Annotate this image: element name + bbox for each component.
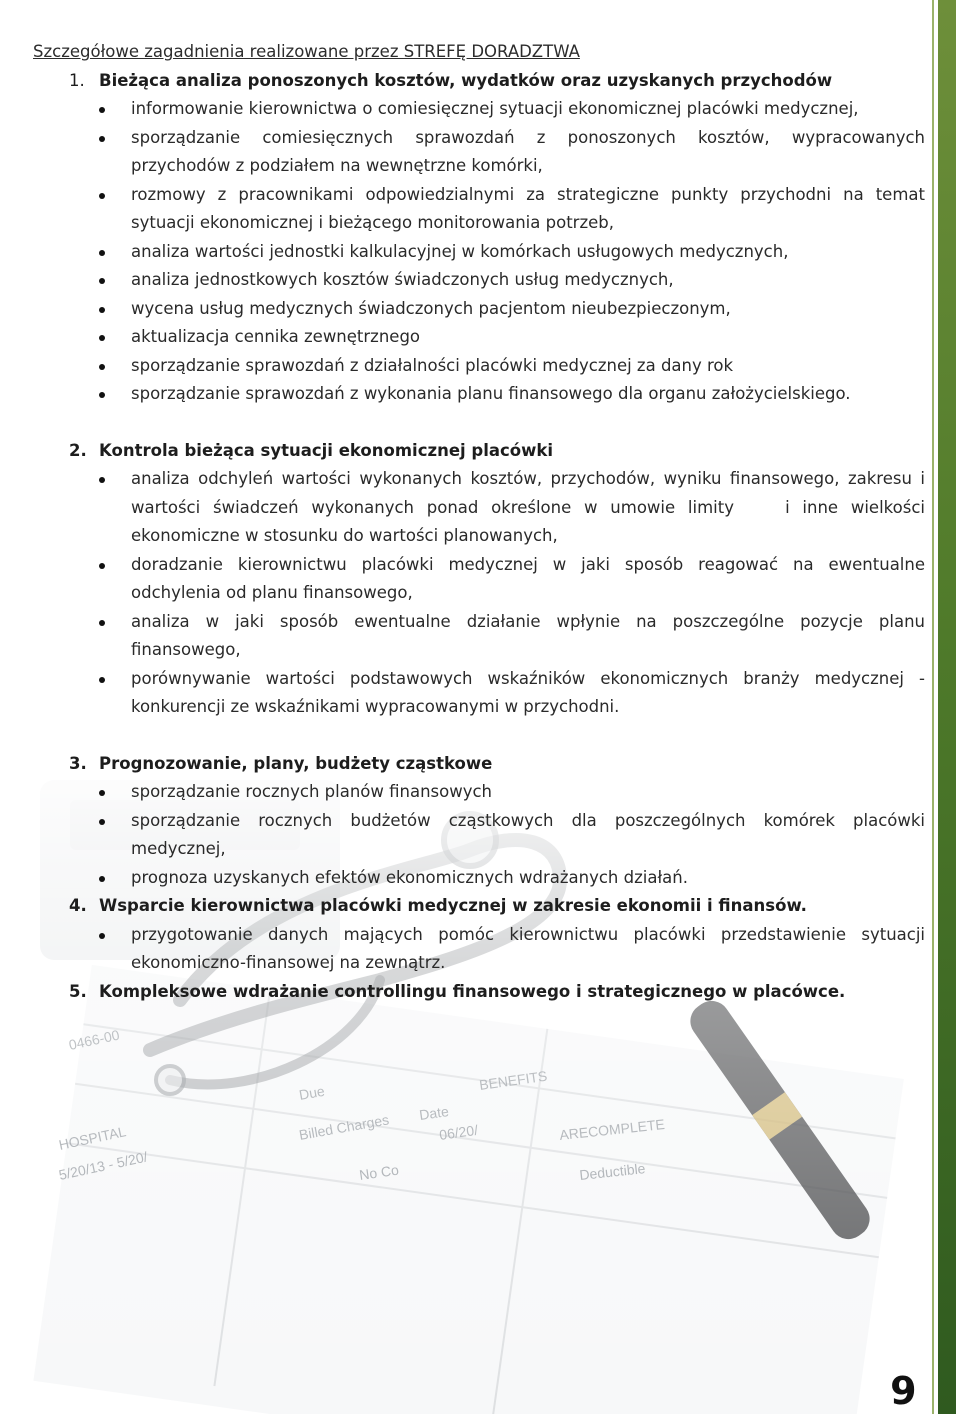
list-item: sporządzanie comiesięcznych sprawozdań z ponoszonych kosztów, wypracowanych przychodów z podziałem na wewnętrzne komórki, <box>33 124 925 181</box>
bullet-icon <box>99 278 105 284</box>
list-item: przygotowanie danych mających pomóc kierownictwu placówki przedstawienie sytuacji ekonomiczno-finansowej na zewnątrz. <box>33 921 925 978</box>
section-title-text: Prognozowanie, plany, budżety cząstkowe <box>99 753 493 773</box>
section-title <box>33 750 925 779</box>
bullet-icon <box>99 933 105 939</box>
list-item: porównywanie wartości podstawowych wskaźników ekonomicznych branży medycznej - konkurencji ze wskaźnikami wypracowanymi w przychodni. <box>33 665 925 722</box>
section-number: 3. <box>69 753 87 773</box>
section-list <box>33 921 925 978</box>
decorative-side-bar <box>938 0 956 1414</box>
section-number: 5. <box>69 981 87 1001</box>
section-title-text: Bieżąca analiza ponoszonych kosztów, wydatków oraz uzyskanych przychodów <box>99 70 833 90</box>
section-title <box>33 978 925 1007</box>
list-item: rozmowy z pracownikami odpowiedzialnymi za strategiczne punkty przychodni na temat sytuacji ekonomicznej i bieżącego monitorowania potrzeb, <box>33 181 925 238</box>
list-item: analiza jednostkowych kosztów świadczonych usług medycznych, <box>33 266 925 295</box>
list-item: aktualizacja cennika zewnętrznego <box>33 323 925 352</box>
bullet-icon <box>99 250 105 256</box>
list-item: sporządzanie rocznych budżetów cząstkowych dla poszczególnych komórek placówki medycznej, <box>33 807 925 864</box>
page-number: 6 <box>890 1367 917 1411</box>
list-item: sporządzanie sprawozdań z działalności placówki medycznej za dany rok <box>33 352 925 381</box>
bullet-icon <box>99 790 105 796</box>
section-title <box>33 892 925 921</box>
list-item: doradzanie kierownictwu placówki medycznej w jaki sposób reagować na ewentualne odchylenia od planu finansowego, <box>33 551 925 608</box>
bullet-icon <box>99 876 105 882</box>
bullet-icon <box>99 620 105 626</box>
list-item: analiza wartości jednostki kalkulacyjnej w komórkach usługowych medycznych, <box>33 238 925 267</box>
list-item: analiza odchyleń wartości wykonanych kosztów, przychodów, wyniku finansowego, zakresu i wartości świadczeń wykonanych ponad określone w umowie limity i inne wielkości ekonomiczne w stosunku do wartości planowanych, <box>33 465 925 551</box>
bullet-icon <box>99 335 105 341</box>
bullet-icon <box>99 307 105 313</box>
document-body <box>33 38 931 1006</box>
decorative-border-line <box>932 0 934 1414</box>
section-title-text: Kontrola bieżąca sytuacji ekonomicznej placówki <box>99 440 554 460</box>
bullet-icon <box>99 193 105 199</box>
list-item: sporządzanie sprawozdań z wykonania planu finansowego dla organu założycielskiego. <box>33 380 925 409</box>
list-item: wycena usług medycznych świadczonych pacjentom nieubezpieczonym, <box>33 295 925 324</box>
bullet-icon <box>99 477 105 483</box>
section-number: 4. <box>69 896 87 915</box>
bullet-icon <box>99 819 105 825</box>
section-list <box>33 465 931 722</box>
section-list <box>33 95 925 409</box>
section-title-text: Kompleksowe wdrażanie controllingu finansowego i strategicznego w placówce. <box>99 981 846 1001</box>
document-heading: Szczegółowe zagadnienia realizowane przez STREFĘ DORADZTWA <box>33 42 580 61</box>
section-title-text: Wsparcie kierownictwa placówki medycznej w zakresie ekonomii i finansów. <box>99 896 807 915</box>
bullet-icon <box>99 107 105 113</box>
list-item: informowanie kierownictwa o comiesięcznej sytuacji ekonomicznej placówki medycznej, <box>33 95 925 124</box>
bullet-icon <box>99 392 105 398</box>
section-number: 2. <box>69 440 87 460</box>
section-title <box>33 67 925 96</box>
bullet-icon <box>99 677 105 683</box>
bullet-icon <box>99 136 105 142</box>
section-number: 1. <box>69 70 85 90</box>
section-title <box>33 437 925 466</box>
bullet-icon <box>99 364 105 370</box>
list-item: prognoza uzyskanych efektów ekonomicznych wdrażanych działań. <box>33 864 925 893</box>
section-list <box>33 778 925 892</box>
bullet-icon <box>99 563 105 569</box>
list-item: sporządzanie rocznych planów finansowych <box>33 778 925 807</box>
list-item: analiza w jaki sposób ewentualne działanie wpłynie na poszczególne pozycje planu finansowego, <box>33 608 925 665</box>
